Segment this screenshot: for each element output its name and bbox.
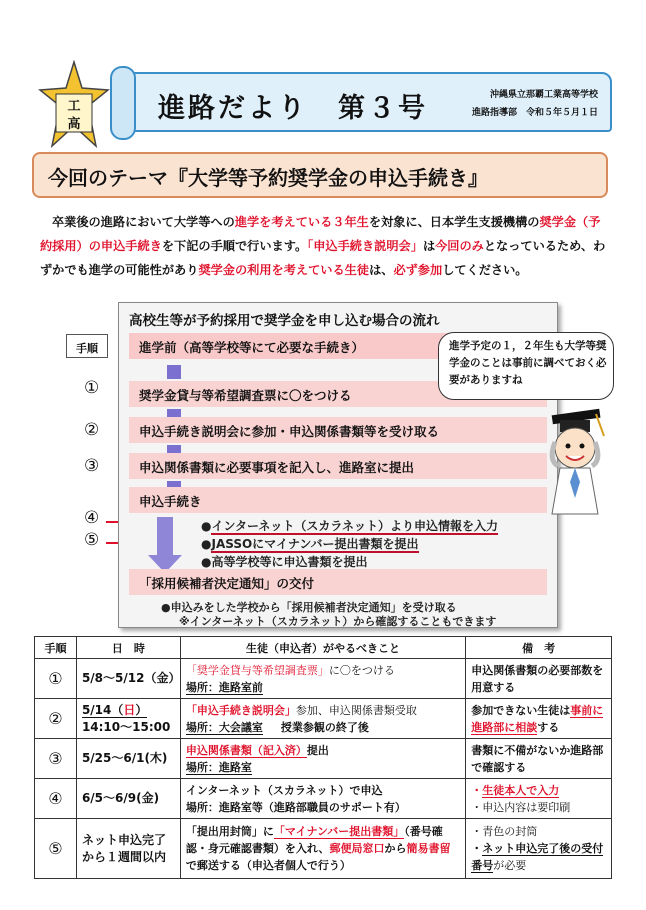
flow-result: 「採用候補者決定通知」の交付: [129, 569, 547, 595]
note-bullet: ・: [471, 783, 483, 797]
flow-step-1: 奨学金貸与等希望調査票に〇をつける: [129, 381, 547, 407]
step-number-5: ⑤: [84, 530, 100, 550]
school-name: 沖縄県立那覇工業高等学校: [489, 90, 598, 100]
cell-date: [76, 699, 180, 739]
school-logo-icon: [38, 60, 110, 150]
bullet: ●: [201, 555, 212, 569]
speech-bubble: 進学予定の１，２年生も大学等奨学金のことは事前に調べておく必要がありますね: [438, 332, 614, 400]
intro-text: してください。: [442, 263, 528, 277]
cell-task: [180, 819, 465, 879]
banner-scroll-curl: [110, 66, 136, 140]
task-text: （番号確認・身元確認書類）を入れ、: [185, 825, 443, 855]
cell-note: 書類に不備がないか進路部で確認する: [466, 739, 612, 779]
cell-date: ネット申込完了から１週間以内: [76, 819, 180, 879]
note-emphasis: 生徒本人で入力: [482, 783, 560, 797]
table-row: [35, 659, 612, 699]
flow-step-2: 申込手続き説明会に参加・申込関係書類等を受け取る: [129, 417, 547, 443]
intro-emphasis: 進学を考えている３年生: [234, 215, 369, 229]
cell-note: [466, 699, 612, 739]
intro-text: は: [422, 239, 436, 253]
theme-box: [32, 152, 608, 198]
step-number-1: ①: [84, 378, 100, 398]
col-header-step: 手順: [35, 637, 77, 659]
note-bullet: ・: [471, 842, 483, 855]
task-text: 提出: [306, 743, 329, 757]
note-text: が必要: [493, 859, 527, 872]
note-text: 参加できない生徒は: [471, 703, 571, 717]
date-text: 5/14（: [81, 702, 124, 717]
table-header-row: [35, 637, 612, 659]
note-text: ・申込内容は要印刷: [471, 800, 571, 814]
sub-step-text: インターネット（スカラネット）より申込情報を入力: [211, 519, 499, 533]
procedure-label: 手順: [66, 334, 108, 358]
col-header-date: 日 時: [76, 637, 180, 659]
task-emphasis: 簡易書留: [406, 842, 451, 855]
step-number-4: ④: [84, 508, 100, 528]
table-row: [35, 739, 612, 779]
step-number-3: ③: [84, 456, 100, 476]
col-header-task: 生徒（申込者）がやるべきこと: [180, 637, 465, 659]
table-row: [35, 819, 612, 879]
time-text: 14:10～15:00: [81, 719, 171, 734]
svg-text:高: 高: [67, 117, 81, 132]
newsletter-title: 進路だより 第３号: [158, 93, 428, 124]
intro-text: 卒業後の進路において大学等への: [52, 215, 235, 229]
table-row: [35, 699, 612, 739]
schedule-table: [34, 636, 612, 879]
cell-date: 5/8～5/12（金）: [76, 659, 180, 699]
task-text: に〇をつける: [328, 663, 395, 677]
cell-task: [180, 659, 465, 699]
task-emphasis: 「提出用封筒」: [185, 825, 263, 838]
school-info: [472, 86, 598, 122]
sub-step-text: 高等学校等に申込書類を提出: [211, 555, 368, 569]
note-emphasis: 事前に進路部に相談: [471, 703, 604, 734]
intro-text: を下記の手順で行います。: [161, 239, 308, 253]
cell-task: [180, 699, 465, 739]
task-text: から: [384, 842, 407, 855]
task-emphasis: 郵便局窓口: [329, 842, 385, 855]
cell-step: ③: [35, 739, 77, 779]
intro-emphasis: 「申込手続き説明会」: [307, 239, 423, 253]
col-header-note: 備 考: [466, 637, 612, 659]
flow-down-arrow: [157, 517, 173, 555]
dept-date: 進路指導部 令和５年５月１日: [471, 108, 598, 118]
cell-step: ④: [35, 779, 77, 819]
flow-sub-step-5: [201, 535, 419, 552]
task-place-extra: 授業参観の終了後: [280, 720, 369, 734]
task-place: 場所：大会議室: [185, 720, 263, 734]
cell-note: 申込関係書類の必要部数を用意する: [466, 659, 612, 699]
svg-text:工: 工: [67, 99, 81, 114]
intro-text: となっているため、わずかでも進学の可能性があり: [40, 239, 606, 277]
cell-task: [180, 739, 465, 779]
cell-step: ①: [35, 659, 77, 699]
flow-title: 高校生等が予約採用で奨学金を申し込む場合の流れ: [129, 313, 440, 329]
step-number-2: ②: [84, 420, 100, 440]
note-text: する: [537, 720, 560, 734]
cell-date: 6/5～6/9(金): [76, 779, 180, 819]
intro-text: を対象に、日本学生支援機構の: [368, 215, 540, 229]
sub-step-text: JASSOにマイナンバー提出書類を提出: [211, 537, 419, 551]
task-place: 場所：進路室: [185, 760, 252, 774]
task-place: 場所：進路室等（進路部職員のサポート有）: [185, 800, 406, 814]
task-emphasis: 「奨学金貸与等希望調査票」: [185, 663, 329, 677]
flow-connector: [167, 365, 181, 379]
cell-step: ⑤: [35, 819, 77, 879]
task-place: 場所：進路室前: [185, 680, 263, 694]
note-text: ・青色の封筒: [471, 825, 538, 838]
intro-emphasis: 今回のみ: [435, 239, 484, 253]
task-emphasis: 「申込手続き説明会」: [185, 703, 296, 717]
flow-note-1: ●申込みをした学校から「採用候補者決定通知」を受け取る: [161, 601, 457, 614]
flow-sub-step-6: [201, 553, 368, 570]
task-text: インターネット（スカラネット）で申込: [185, 783, 383, 797]
flow-apply: 申込手続き: [129, 487, 547, 513]
task-text: で郵送する（申込者個人で行う）: [185, 859, 351, 872]
bullet: ●: [201, 519, 212, 533]
cell-step: ②: [35, 699, 77, 739]
cell-date: 5/25～6/1(木): [76, 739, 180, 779]
table-row: [35, 779, 612, 819]
intro-emphasis: 奨学金の利用を考えている生徒: [198, 263, 370, 277]
cell-note: [466, 779, 612, 819]
intro-paragraph: [40, 210, 610, 282]
flow-note-2: ※インターネット（スカラネット）から確認することもできます: [179, 615, 497, 628]
flow-step-3: 申込関係書類に必要事項を記入し、進路室に提出: [129, 453, 547, 479]
teacher-illustration-icon: [538, 408, 620, 516]
intro-emphasis: 奨学金（予約採用）の申込手続き: [40, 215, 601, 253]
intro-emphasis: 必ず参加: [393, 263, 443, 277]
note-emphasis: ネット申込完了後の受付番号: [471, 842, 604, 872]
intro-text: は、: [369, 263, 394, 277]
bullet: ●: [201, 537, 212, 551]
cell-note: [466, 819, 612, 879]
cell-task: [180, 779, 465, 819]
date-text: ）: [135, 702, 148, 717]
flow-sub-step-4: [201, 517, 498, 534]
task-text: に: [262, 825, 274, 838]
task-emphasis: 申込関係書類（記入済）: [185, 743, 307, 757]
newsletter-banner: [118, 72, 612, 132]
date-emphasis: 日: [123, 702, 136, 717]
task-emphasis: 「マイナンバー提出書類」: [273, 825, 405, 838]
task-text: 参加、申込関係書類受取: [295, 703, 417, 717]
theme-title: 今回のテーマ『大学等予約奨学金の申込手続き』: [48, 166, 488, 190]
flow-before-admission: 進学前（高等学校等にて必要な手続き）: [129, 333, 547, 359]
